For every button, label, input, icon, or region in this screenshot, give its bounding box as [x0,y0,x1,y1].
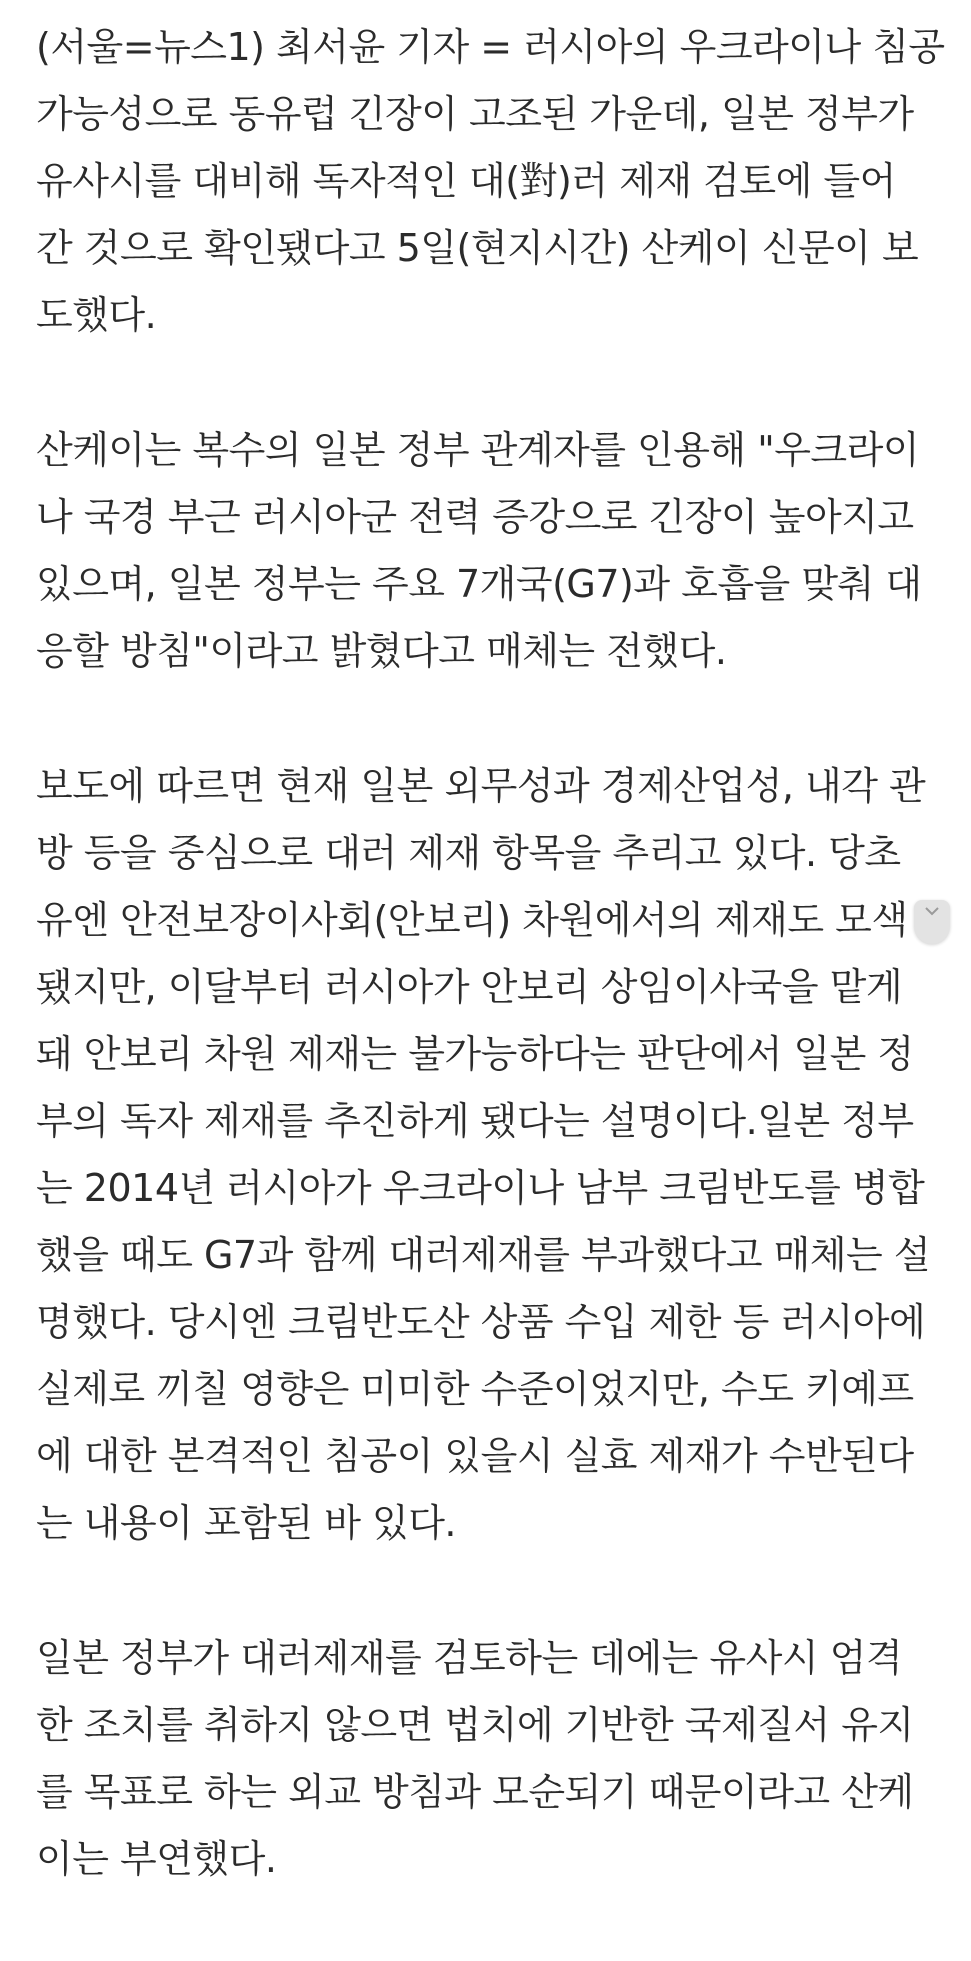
scroll-handle[interactable] [914,900,950,944]
article-paragraph-4: 일본 정부가 대러제재를 검토하는 데에는 유사시 엄격 한 조치를 취하지 않으면 법치에 기반한 국제질서 유지 를 목표로 하는 외교 방침과 모순되기 때문이라고 산케 이는 부연했다. [36,1636,914,1881]
article-paragraph-2: 산케이는 복수의 일본 정부 관계자를 인용해 "우크라이 나 국경 부근 러시아군 전력 증강으로 긴장이 높아지고 있으며, 일본 정부는 주요 7개국(G7)과 호흡을 맞춰 대 응할 방침"이라고 밝혔다고 매체는 전했다. [36,428,922,673]
article-paragraph-3: 보도에 따르면 현재 일본 외무성과 경제산업성, 내각 관 방 등을 중심으로 대러 제재 항목을 추리고 있다. 당초 유엔 안전보장이사회(안보리) 차원에서의 제재도 모색 됐지만, 이달부터 러시아가 안보리 상임이사국을 맡게 돼 안보리 차원 제재는 불가능하다는 판단에서 일본 정 부의 독자 제재를 추진하게 됐다는 설명이다.일본 정부 는 2014년 러시아가 우크라이나 남부 크림반도를 병합 했을 때도 G7과 함께 대러제재를 부과했다고 매체는 설 명했다. 당시엔 크림반도산 상품 수입 제한 등 러시아에 실제로 끼칠 영향은 미미한 수준이었지만, 수도 키예프 에 대한 본격적인 침공이 있을시 실효 제재가 수반된다 는 내용이 포함된 바 있다. [36,764,931,1545]
article-body [36,14,951,1961]
chevron-down-icon [924,906,940,916]
article-paragraph-1: (서울=뉴스1) 최서윤 기자 = 러시아의 우크라이나 침공 가능성으로 동유럽 긴장이 고조된 가운데, 일본 정부가 유사시를 대비해 독자적인 대(對)러 제재 검토에 들어 간 것으로 확인됐다고 5일(현지시간) 산케이 신문이 보 도했다. [36,25,945,337]
